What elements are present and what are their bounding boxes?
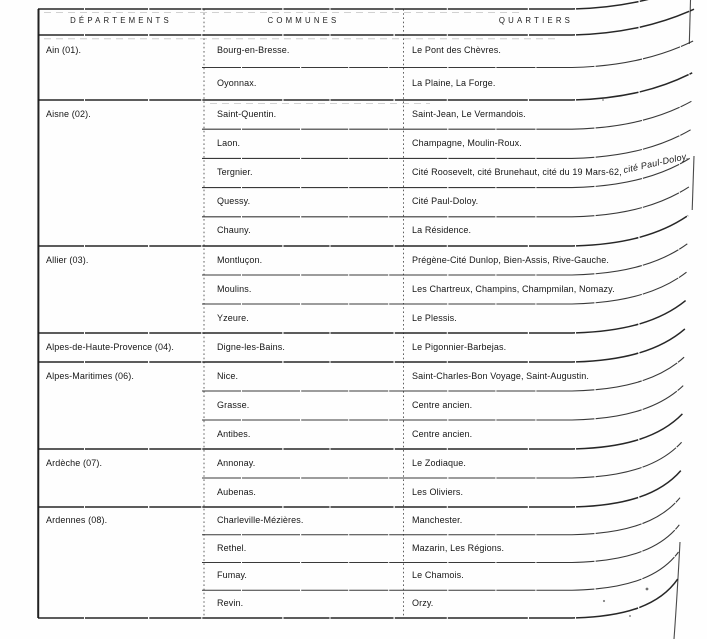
quartiers-cell: Le Chamois. <box>412 570 464 581</box>
table-rule <box>38 579 678 618</box>
scan-artifact <box>646 588 649 591</box>
departement-cell: Alpes-Maritimes (06). <box>46 370 135 381</box>
header-departements: DÉPARTEMENTS <box>70 16 172 25</box>
commune-cell: Saint-Quentin. <box>217 108 277 119</box>
quartiers-text: Cité Roosevelt, cité Brunehaut, cité du 19 Mars-62, <box>412 167 622 177</box>
quartiers-cell: Centre ancien. <box>412 399 473 410</box>
quartiers-overflow-text: cité Paul-Doloy. <box>622 150 690 176</box>
departement-cell: Allier (03). <box>46 254 89 265</box>
table-rule <box>38 471 681 507</box>
quartiers-cell: La Plaine, La Forge. <box>412 77 496 88</box>
commune-cell: Nice. <box>217 370 239 381</box>
departement-cell: Alpes-de-Haute-Provence (04). <box>46 341 175 352</box>
departement-cell: Ardèche (07). <box>46 457 103 468</box>
quartiers-cell: Les Chartreux, Champins, Champmilan, Nomazy. <box>412 283 615 294</box>
quartiers-cell: Les Oliviers. <box>412 486 464 497</box>
quartiers-cell: Le Plessis. <box>412 312 457 323</box>
commune-cell: Oyonnax. <box>217 77 257 88</box>
commune-cell: Annonay. <box>217 457 256 468</box>
quartiers-cell: Orzy. <box>412 598 434 609</box>
quartiers-cell: Mazarin, Les Régions. <box>412 542 505 553</box>
commune-cell: Charleville-Mézières. <box>217 514 304 525</box>
commune-cell: Digne-les-Bains. <box>217 341 285 352</box>
quartiers-cell: Le Pont des Chèvres. <box>412 45 501 56</box>
quartiers-cell: Saint-Charles-Bon Voyage, Saint-Augustin. <box>412 370 590 381</box>
table-rule <box>38 216 688 247</box>
header-quartiers: QUARTIERS <box>498 16 574 25</box>
commune-cell: Tergnier. <box>217 167 253 177</box>
quartiers-cell: Manchester. <box>412 514 463 525</box>
header-communes: COMMUNES <box>267 16 340 25</box>
commune-cell: Grasse. <box>217 399 250 410</box>
commune-cell: Moulins. <box>217 283 252 294</box>
quartiers-cell: La Résidence. <box>412 225 472 236</box>
scan-artifact <box>629 615 631 617</box>
table-rule <box>38 0 695 9</box>
commune-cell: Antibes. <box>217 428 251 439</box>
commune-cell: Montluçon. <box>217 254 263 265</box>
quartiers-cell <box>412 150 691 177</box>
departement-cell: Ain (01). <box>46 45 82 56</box>
commune-cell: Rethel. <box>217 542 247 553</box>
page-edge <box>692 156 694 210</box>
quartiers-cell: Saint-Jean, Le Vermandois. <box>412 108 526 119</box>
commune-cell: Fumay. <box>217 570 248 581</box>
quartiers-cell: Prégène-Cité Dunlop, Bien-Assis, Rive-Gauche. <box>412 254 609 265</box>
page-edge <box>674 542 680 639</box>
commune-cell: Yzeure. <box>217 312 249 323</box>
table-rule <box>38 73 692 100</box>
quartiers-cell: Le Pigonnier-Barbejas. <box>412 341 507 352</box>
commune-cell: Revin. <box>217 598 244 609</box>
scan-artifact <box>603 600 605 602</box>
departement-cell: Aisne (02). <box>46 108 91 119</box>
quartiers-cell: Le Zodiaque. <box>412 457 466 468</box>
page-edge <box>689 0 690 44</box>
table-rule <box>38 301 686 334</box>
commune-cell: Quessy. <box>217 196 251 207</box>
quartiers-cell: Centre ancien. <box>412 428 473 439</box>
departement-cell: Ardennes (08). <box>46 514 108 525</box>
scan-artifact <box>602 99 604 101</box>
quartiers-cell: Cité Paul-Doloy. <box>412 196 479 207</box>
commune-cell: Chauny. <box>217 225 251 236</box>
commune-cell: Bourg-en-Bresse. <box>217 45 290 56</box>
commune-cell: Aubenas. <box>217 486 256 497</box>
commune-cell: Laon. <box>217 137 241 148</box>
quartiers-cell: Champagne, Moulin-Roux. <box>412 137 522 148</box>
